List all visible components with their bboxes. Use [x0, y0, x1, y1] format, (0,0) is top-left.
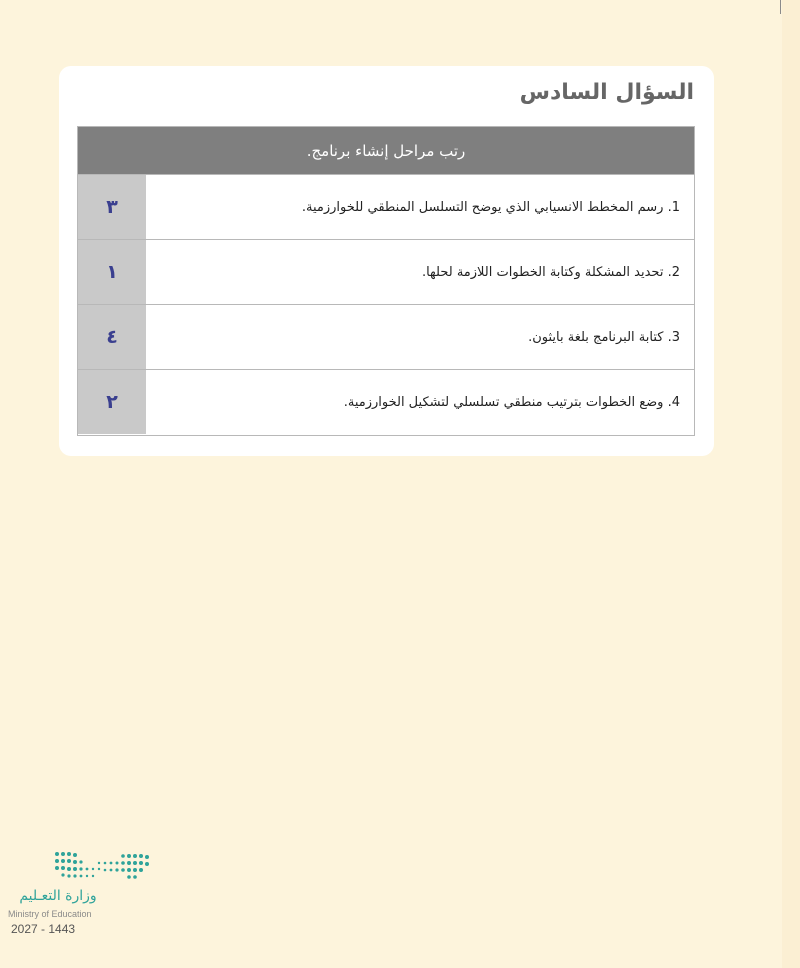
- answer-cell: [78, 175, 146, 239]
- answer-cell: [78, 240, 146, 304]
- question-card: [59, 66, 714, 456]
- logo-dots-icon: [53, 850, 153, 882]
- edition-year: 2027 - 1443: [11, 922, 76, 936]
- statement-cell: 1. رسم المخطط الانسيابي الذي يوضح التسلسل المنطقي للخوارزمية.: [146, 175, 694, 239]
- ministry-name-arabic: وزارة التعـليم: [19, 888, 97, 904]
- answer-cell: [78, 305, 146, 369]
- ordering-table: [77, 126, 695, 436]
- page-right-strip: [782, 0, 800, 968]
- statement-cell: 4. وضع الخطوات بترتيب منطقي تسلسلي لتشكيل الخوارزمية.: [146, 370, 694, 434]
- answer-number: ٣: [106, 196, 118, 218]
- answer-number: ٢: [106, 391, 118, 413]
- ministry-name-english: Ministry of Education: [8, 909, 92, 919]
- answer-number: ١: [106, 261, 118, 283]
- page-edge-mark: [780, 0, 781, 14]
- table-header: رتب مراحل إنشاء برنامج.: [78, 127, 694, 174]
- statement-cell: 3. كتابة البرنامج بلغة بايثون.: [146, 305, 694, 369]
- answer-cell: [78, 370, 146, 434]
- ministry-logo: [8, 848, 158, 938]
- table-row: [78, 239, 694, 304]
- statement-cell: 2. تحديد المشكلة وكتابة الخطوات اللازمة لحلها.: [146, 240, 694, 304]
- table-row: [78, 304, 694, 369]
- table-row: [78, 369, 694, 434]
- question-title: السؤال السادس: [519, 80, 694, 105]
- answer-number: ٤: [106, 326, 118, 348]
- table-row: [78, 174, 694, 239]
